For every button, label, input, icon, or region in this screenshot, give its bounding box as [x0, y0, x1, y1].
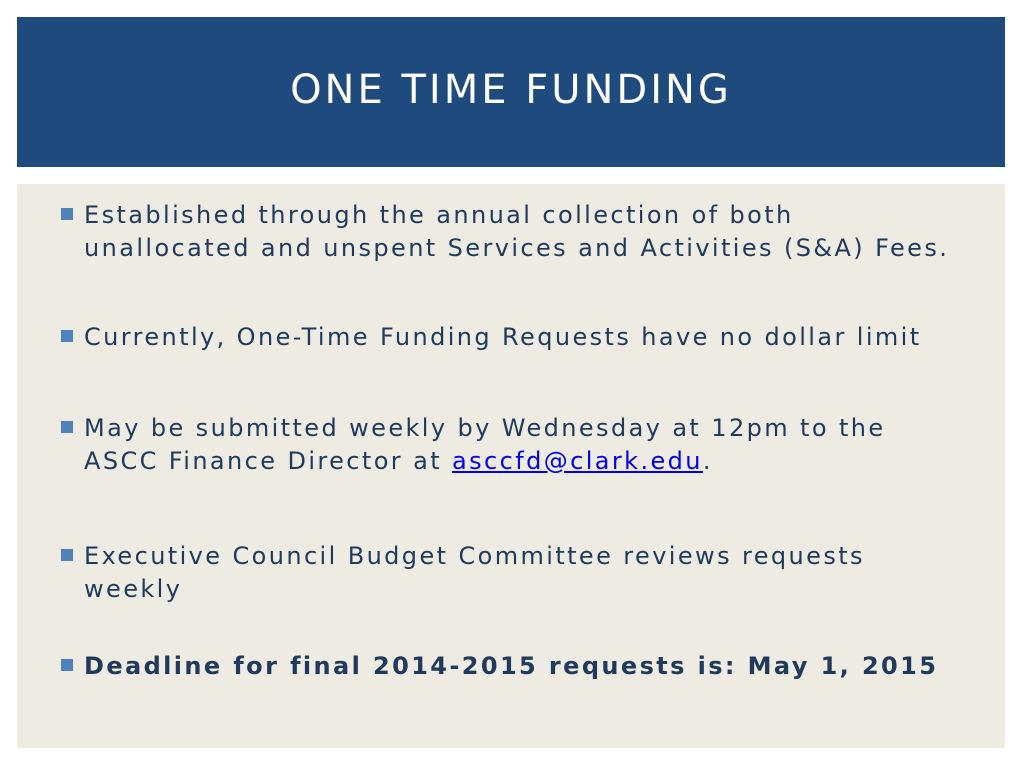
bullet-text: Currently, One-Time Funding Requests have no dollar limit	[84, 323, 922, 351]
bullet-item-deadline	[61, 650, 961, 683]
slide-title: ONE TIME FUNDING	[290, 67, 732, 113]
square-bullet-icon	[61, 330, 73, 342]
square-bullet-icon	[61, 549, 73, 561]
bullet-item	[61, 540, 961, 606]
square-bullet-icon	[61, 659, 73, 671]
email-link[interactable]: asccfd@clark.edu	[452, 447, 703, 475]
bullet-text: Established through the annual collection of both unallocated and unspent Services and Activities (S&A) Fees.	[84, 201, 950, 262]
bullet-text	[84, 412, 961, 478]
bullet-item	[61, 199, 961, 265]
content-box	[17, 184, 1005, 748]
title-bar	[17, 17, 1005, 167]
bullet-text-after: .	[702, 447, 713, 475]
bullet-text: Executive Council Budget Committee reviews requests weekly	[84, 542, 865, 603]
bullet-text-before: May be submitted weekly by Wednesday at 12pm to the ASCC Finance Director at	[84, 414, 886, 475]
square-bullet-icon	[61, 421, 73, 433]
square-bullet-icon	[61, 208, 73, 220]
bullet-item	[61, 321, 961, 354]
bullet-item	[61, 412, 961, 478]
bullet-text-deadline: Deadline for final 2014-2015 requests is: May 1, 2015	[84, 652, 939, 680]
